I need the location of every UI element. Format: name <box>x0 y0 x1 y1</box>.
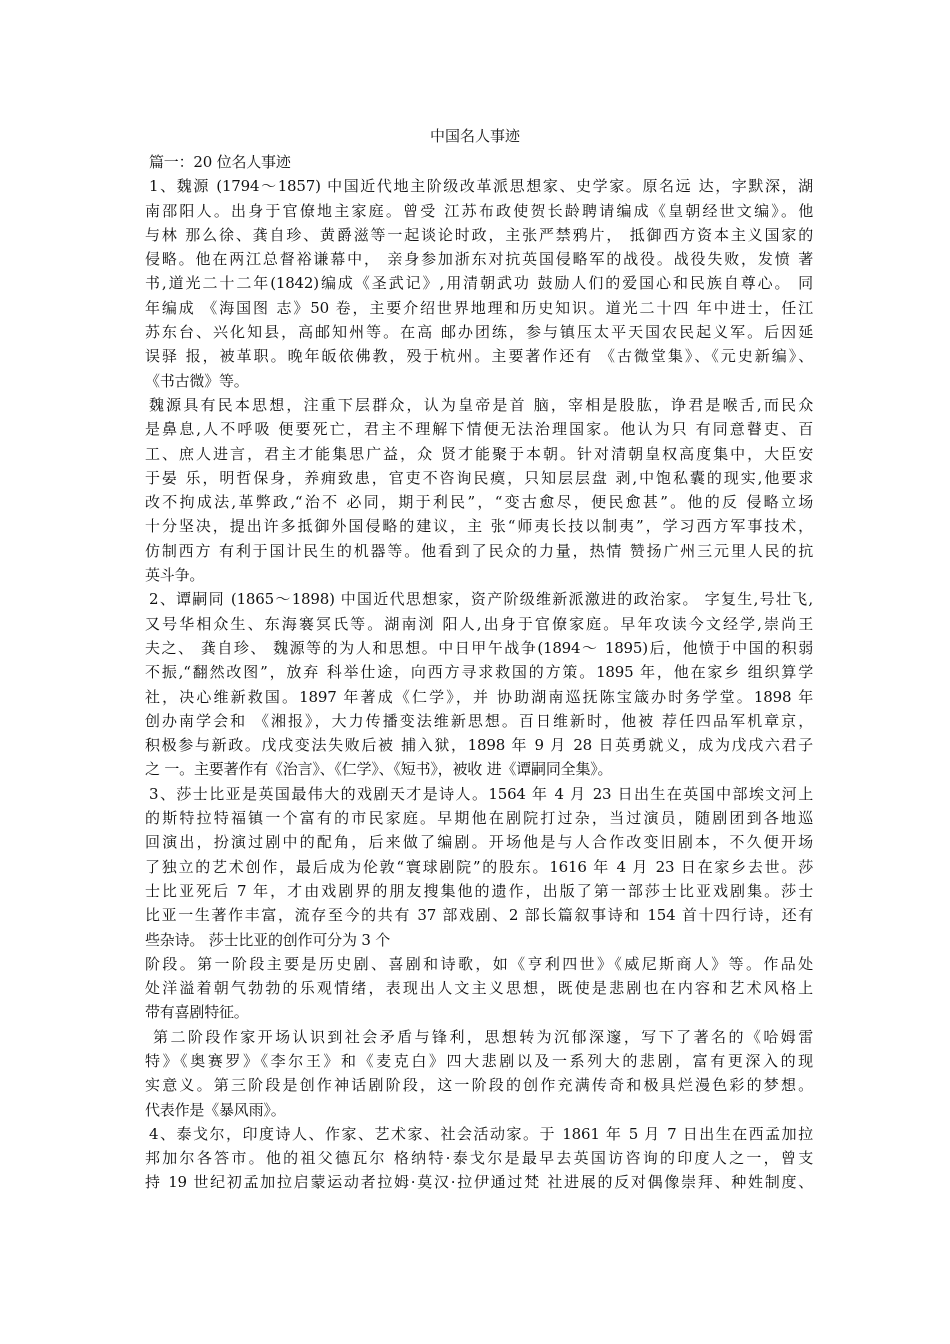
text-line: 苏东台、兴化知县，高邮知州等。在高 邮办团练，参与镇压太平天国农民起义军。后因延 <box>145 323 813 342</box>
text-line: 工、庶人进言，君主才能集思广益，众 贤才能聚于本朝。针对清朝皇权高度集中，大臣安 <box>145 444 813 463</box>
text-line: 改不拘成法,革弊政,“治不 必同，期于利民”，“变古愈尽，便民愈甚”。他的反 侵略立场 <box>145 493 813 512</box>
text-line: 篇一：20 位名人事迹 <box>149 153 291 171</box>
text-line: 之 一。主要著作有《治言》、《仁学》、《短书》，被收 进《谭嗣同全集》。 <box>145 760 613 779</box>
text-line: 是鼻息,人不呼吸 便要死亡，君主不理解下情便无法治理国家。他认为只 有同意瞽吏、百 <box>145 420 813 439</box>
text-line: 十分坚决，提出许多抵御外国侵略的建议，主 张“师夷长技以制夷”，学习西方军事技术， <box>145 517 813 536</box>
text-line: 回演出，扮演过剧中的配角，后来做了编剧。开场他是与人合作改变旧剧本，不久便开场 <box>145 833 813 852</box>
text-line: 书,道光二十二年(1842)编成《圣武记》,用清朝武功 鼓励人们的爱国心和民族自尊心。 同 <box>145 274 813 293</box>
text-line: 夫之、 龚自珍、 魏源等的为人和思想。中日甲午战争(1894～ 1895)后，他愤于中国的积弱 <box>145 638 813 657</box>
text-line: 实意义。第三阶段是创作神话剧阶段，这一阶段的创作充满传奇和极具烂漫色彩的梦想。 <box>145 1076 813 1095</box>
text-line: 持 19 世纪初孟加拉启蒙运动者拉姆·莫汉·拉伊通过梵 社进展的反对偶像崇拜、种姓制度、 <box>145 1173 813 1192</box>
text-line: 代表作是《暴风雨》。 <box>145 1100 286 1119</box>
text-line: 仿制西方 有利于国计民生的机器等。他看到了民众的力量，热情 赞扬广州三元里人民的抗 <box>145 541 813 560</box>
text-line: 的斯特拉特福镇一个富有的市民家庭。早期他在剧院打过杂，当过演员，随剧团到各地巡 <box>145 809 813 828</box>
text-line: 比亚一生著作丰富，流存至今的共有 37 部戏剧、2 部长篇叙事诗和 154 首十四行诗，还有 <box>145 906 813 925</box>
text-line: 士比亚死后 7 年，才由戏剧界的朋友搜集他的遗作，出版了第一部莎士比亚戏剧集。莎士 <box>145 881 813 900</box>
text-line: 了独立的艺术创作，最后成为伦敦“寰球剧院”的股东。1616 年 4 月 23 日在家乡去世。莎 <box>145 857 813 876</box>
text-line: 些杂诗。 莎士比亚的创作可分为 3 个 <box>145 930 391 949</box>
text-line: 又号华相众生、东海褰冥氏等。湖南浏 阳人,出身于官僚家庭。早年攻读今文经学,崇尚王 <box>145 614 813 633</box>
text-line: 年编成 《海国图 志》50 卷，主要介绍世界地理和历史知识。道光二十四 年中进士，任江 <box>145 298 813 317</box>
text-line: 误驿 报，被革职。晚年皈依佛教，殁于杭州。主要著作还有 《古微堂集》、《元史新编》、 <box>145 347 813 366</box>
text-line: 4、泰戈尔，印度诗人、作家、艺术家、社会活动家。于 1861 年 5 月 7 日出生在西孟加拉 <box>149 1124 813 1143</box>
text-line: 阶段。第一阶段主要是历史剧、喜剧和诗歌，如《亨利四世》《威尼斯商人》等。作品处 <box>145 954 813 973</box>
text-line: 《书古微》等。 <box>145 371 249 390</box>
text-line: 创办南学会和 《湘报》，大力传播变法维新思想。百日维新时，他被 荐任四品军机章京， <box>145 711 813 730</box>
text-line: 南邵阳人。出身于官僚地主家庭。曾受 江苏布政使贺长龄聘请编成《皇朝经世文编》。他 <box>145 201 813 220</box>
text-line: 与林 那么徐、龚自珍、黄爵滋等一起谈论时政，主张严禁鸦片， 抵御西方资本主义国家的 <box>145 225 813 244</box>
text-line: 社，决心维新救国。1897 年著成《仁学》，并 协助湖南巡抚陈宝箴办时务学堂。1898 年 <box>145 687 813 706</box>
text-line: 带有喜剧特征。 <box>145 1003 249 1022</box>
text-line: 2、谭嗣同 (1865～1898) 中国近代思想家，资产阶级维新派激进的政治家。 字复生,号壮飞, <box>149 590 813 609</box>
text-line: 特》《奥赛罗》《李尔王》和《麦克白》四大悲剧以及一系列大的悲剧，富有更深入的现 <box>145 1051 813 1070</box>
text-line: 1、魏源 (1794～1857) 中国近代地主阶级改革派思想家、史学家。原名远 达，字默深，湖 <box>149 177 813 196</box>
text-line: 邦加尔各答市。他的祖父德瓦尔 格纳特·泰戈尔是最早去英国访咨询的印度人之一，曾支 <box>145 1149 813 1168</box>
text-line: 英斗争。 <box>145 566 205 585</box>
text-line: 积极参与新政。戊戌变法失败后被 捕入狱，1898 年 9 月 28 日英勇就义，成为戊戌六君子 <box>145 736 813 755</box>
document-body <box>145 150 813 1195</box>
text-line: 于晏 乐，明哲保身，养痈致患，官吏不咨询民瘼，只知层层盘 剥,中饱私囊的现实,他要求 <box>145 468 813 487</box>
text-line: 3、莎士比亚是英国最伟大的戏剧天才是诗人。1564 年 4 月 23 日出生在英国中部埃文河上 <box>149 784 813 803</box>
document-title: 中国名人事迹 <box>429 127 520 145</box>
text-line: 第二阶段作家开场认识到社会矛盾与锋利，思想转为沉郁深邃，写下了著名的《哈姆雷 <box>153 1027 813 1046</box>
text-line: 不振,“翻然改图”，放弃 科举仕途，向西方寻求救国的方策。1895 年，他在家乡 组织算学 <box>145 663 813 682</box>
text-line: 魏源具有民本思想，注重下层群众，认为皇帝是首 脑，宰相是股肱，诤君是喉舌,而民众 <box>149 395 813 414</box>
text-line: 处洋溢着朝气勃勃的乐观情绪，表现出人文主义思想，既使是悲剧也在内容和艺术风格上 <box>145 979 813 998</box>
text-line: 侵略。他在两江总督裕谦幕中， 亲身参加浙东对抗英国侵略军的战役。战役失败，发愤 著 <box>145 250 813 269</box>
